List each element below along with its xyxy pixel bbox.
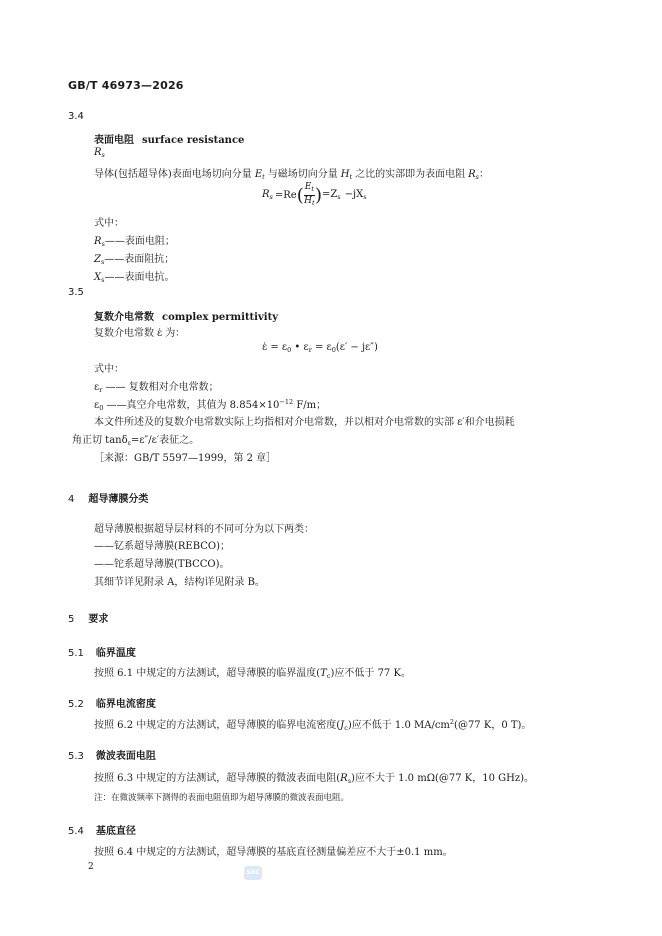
formula-sub-a: 0: [287, 346, 292, 354]
var-er: [94, 378, 219, 394]
section-heading-5: [68, 607, 108, 626]
var-xs: [94, 268, 174, 284]
var-sym: Z: [94, 254, 101, 265]
var-sym: ε: [94, 382, 100, 393]
subsection-number: 5.2: [68, 699, 84, 710]
note-5-3: 注：在微波频率下测得的表面电阻值即为超导薄膜的微波表面电阻。: [94, 793, 350, 803]
formula-part-a: ε̇ = ε: [262, 342, 288, 353]
subsection-heading-5-3: [68, 744, 156, 763]
def-sym-r: [468, 169, 479, 180]
formula-rhs2-sub: s: [363, 193, 367, 201]
subsection-heading-5-2: [68, 692, 156, 711]
var-unit: F/m；: [293, 400, 327, 411]
def-text-2: 与磁场切向分量: [267, 169, 338, 180]
subsection-title: 基底直径: [95, 826, 136, 837]
def-sym-h: [341, 169, 352, 180]
sac-logo-icon: SAC: [244, 866, 262, 880]
formula-complex-permittivity: [262, 342, 378, 354]
var-desc: —— 复数相对介电常数；: [102, 382, 219, 393]
note-line-2-a: 角正切 tanδ: [72, 435, 128, 446]
definition-3-5: [94, 324, 185, 339]
section-number: 4: [68, 494, 75, 505]
def-text-3: 之比的实部即为表面电阻: [355, 169, 466, 180]
formula-sub-b: r: [308, 346, 312, 354]
requirement-5-2: [94, 716, 531, 732]
req-sym: T: [320, 668, 327, 679]
formula-sub-c: 0: [331, 346, 336, 354]
var-exponent: −12: [279, 398, 294, 406]
var-zs: [94, 250, 174, 266]
formula-part-b: • ε: [291, 342, 309, 353]
var-sub: s: [101, 240, 105, 248]
req-text-a: 按照 6.1 中规定的方法测试，超导薄膜的临界温度(: [94, 668, 321, 679]
var-sub: r: [99, 386, 103, 394]
subsection-heading-5-1: [68, 641, 136, 660]
where-label-3-4: 式中：: [94, 218, 124, 229]
formula-den-sub: t: [311, 198, 315, 207]
def-sym-e-sub: t: [262, 173, 265, 181]
var-desc: ——表面电阻；: [104, 236, 175, 247]
formula-den-main: H: [304, 195, 312, 206]
def-text-end: ：: [478, 169, 489, 180]
req-text-a: 按照 6.3 中规定的方法测试，超导薄膜的微波表面电阻(: [94, 773, 341, 784]
var-desc: ——表面电抗。: [104, 272, 175, 283]
req-sym: R: [340, 773, 348, 784]
var-desc: ——真空介电常数，其值为 8.854×10: [103, 400, 280, 411]
req-sup: 2: [449, 718, 455, 726]
clause-number-3-5: 3.5: [68, 287, 84, 298]
var-sym: R: [94, 236, 102, 247]
req-text-c: (@77 K，0 T)。: [454, 720, 532, 731]
requirement-5-1: [94, 664, 411, 680]
req-sym-sub: c: [326, 672, 331, 680]
def-sym-h-sub: t: [349, 173, 353, 181]
term-symbol: [94, 147, 105, 159]
section-title: 超导薄膜分类: [88, 494, 149, 505]
source-reference: ［来源：GB/T 5597—1999，第 2 章］: [94, 453, 277, 464]
req-text-b: )应不大于 1.0 mΩ(@77 K，10 GHz)。: [351, 773, 535, 784]
def-sym-h-main: H: [340, 169, 350, 180]
subsection-title: 临界电流密度: [95, 699, 156, 710]
req-text-b: )应不低于 77 K。: [330, 668, 411, 679]
formula-rhs2: [345, 189, 367, 201]
formula-num-main: E: [304, 181, 312, 192]
formula-lhs-main: R: [262, 189, 270, 200]
formula-rhs2-main: −jX: [344, 189, 364, 200]
def-sym-e: [255, 169, 265, 180]
subsection-number: 5.4: [68, 826, 84, 837]
definition-3-4: [94, 165, 489, 181]
where-label-3-5: 式中：: [94, 364, 124, 375]
term-cn: 复数介电常数: [94, 312, 154, 323]
term-heading-3-4: [94, 128, 244, 147]
symbol-main: R: [94, 147, 102, 158]
note-line-2-b: =ε″/ε′表征之。: [131, 435, 200, 446]
requirement-5-4: 按照 6.4 中规定的方法测试，超导薄膜的基底直径测量偏差应不大于±0.1 mm。: [94, 847, 453, 858]
formula-paren-open: (: [296, 184, 304, 206]
standard-code: GB/T 46973—2026: [68, 79, 184, 92]
symbol-sub: s: [101, 151, 105, 159]
formula-paren-close: ): [314, 184, 322, 206]
req-sym-sub: c: [344, 724, 348, 732]
term-en: complex permittivity: [162, 312, 279, 323]
formula-lhs-sub: s: [269, 193, 273, 201]
def-sym-r-sub: s: [475, 173, 479, 181]
formula-part-d: (ε′ − jε″): [335, 342, 378, 353]
subsection-title: 微波表面电阻: [95, 751, 156, 762]
term-en: surface resistance: [142, 135, 245, 146]
def-text-1: 导体(包括超导体)表面电场切向分量: [94, 169, 252, 180]
term-heading-3-5: [94, 305, 278, 324]
formula-num-sub: t: [311, 184, 314, 193]
formula-denominator: [304, 196, 315, 209]
def-symbol: ε̇: [157, 328, 163, 339]
var-sym: X: [94, 272, 102, 283]
req-text-b: )应不低于 1.0 MA/cm: [347, 720, 450, 731]
subsection-title: 临界温度: [95, 648, 136, 659]
page-number: 2: [88, 862, 94, 872]
note-line-1: 本文件所述及的复数介电常数实际上均指相对介电常数，并以相对介电常数的实部 ε′和介电损耗: [94, 417, 515, 428]
formula-lhs: [262, 189, 273, 201]
req-text-a: 按照 6.2 中规定的方法测试，超导薄膜的临界电流密度(: [94, 720, 341, 731]
def-text-end: 为：: [165, 328, 186, 339]
subsection-heading-5-4: [68, 819, 136, 838]
formula-re: =Re: [274, 189, 297, 201]
var-e0: [94, 396, 326, 412]
clause-number-3-4: 3.4: [68, 111, 84, 122]
var-rs: [94, 232, 175, 248]
list-item-tbcco: ——铊系超导薄膜(TBCCO)。: [94, 559, 230, 570]
def-sym-e-main: E: [254, 169, 263, 180]
var-sub: s: [101, 276, 105, 284]
var-sub: 0: [99, 404, 104, 412]
note-line-2-sub: ε: [127, 439, 131, 447]
subsection-number: 5.1: [68, 648, 84, 659]
formula-fraction: [304, 182, 315, 209]
formula-rhs: [322, 189, 341, 201]
annex-reference: 其细节详见附录 A，结构详见附录 B。: [94, 577, 265, 588]
var-desc: ——表面阻抗；: [104, 254, 175, 265]
section-title: 要求: [88, 614, 109, 625]
formula-surface-resistance: [262, 181, 367, 209]
formula-numerator: [304, 182, 315, 196]
subsection-number: 5.3: [68, 751, 84, 762]
def-text-1: 复数介电常数: [94, 328, 154, 339]
var-sym: ε: [94, 400, 100, 411]
classification-intro: 超导薄膜根据超导层材料的不同可分为以下两类：: [94, 524, 314, 535]
def-sym-r-main: R: [468, 169, 476, 180]
note-line-2: [72, 431, 199, 447]
requirement-5-3: [94, 769, 534, 785]
list-item-rebco: ——钇系超导薄膜(REBCO)；: [94, 541, 231, 552]
var-sub: s: [100, 258, 105, 266]
term-cn: 表面电阻: [94, 135, 134, 146]
formula-rhs-sub: s: [337, 193, 341, 201]
formula-part-c: = ε: [311, 342, 332, 353]
section-heading-4: [68, 487, 148, 506]
section-number: 5: [68, 614, 75, 625]
req-sym: J: [340, 720, 345, 731]
formula-rhs-main: =Z: [321, 189, 338, 200]
req-sym-sub: s: [347, 777, 352, 785]
